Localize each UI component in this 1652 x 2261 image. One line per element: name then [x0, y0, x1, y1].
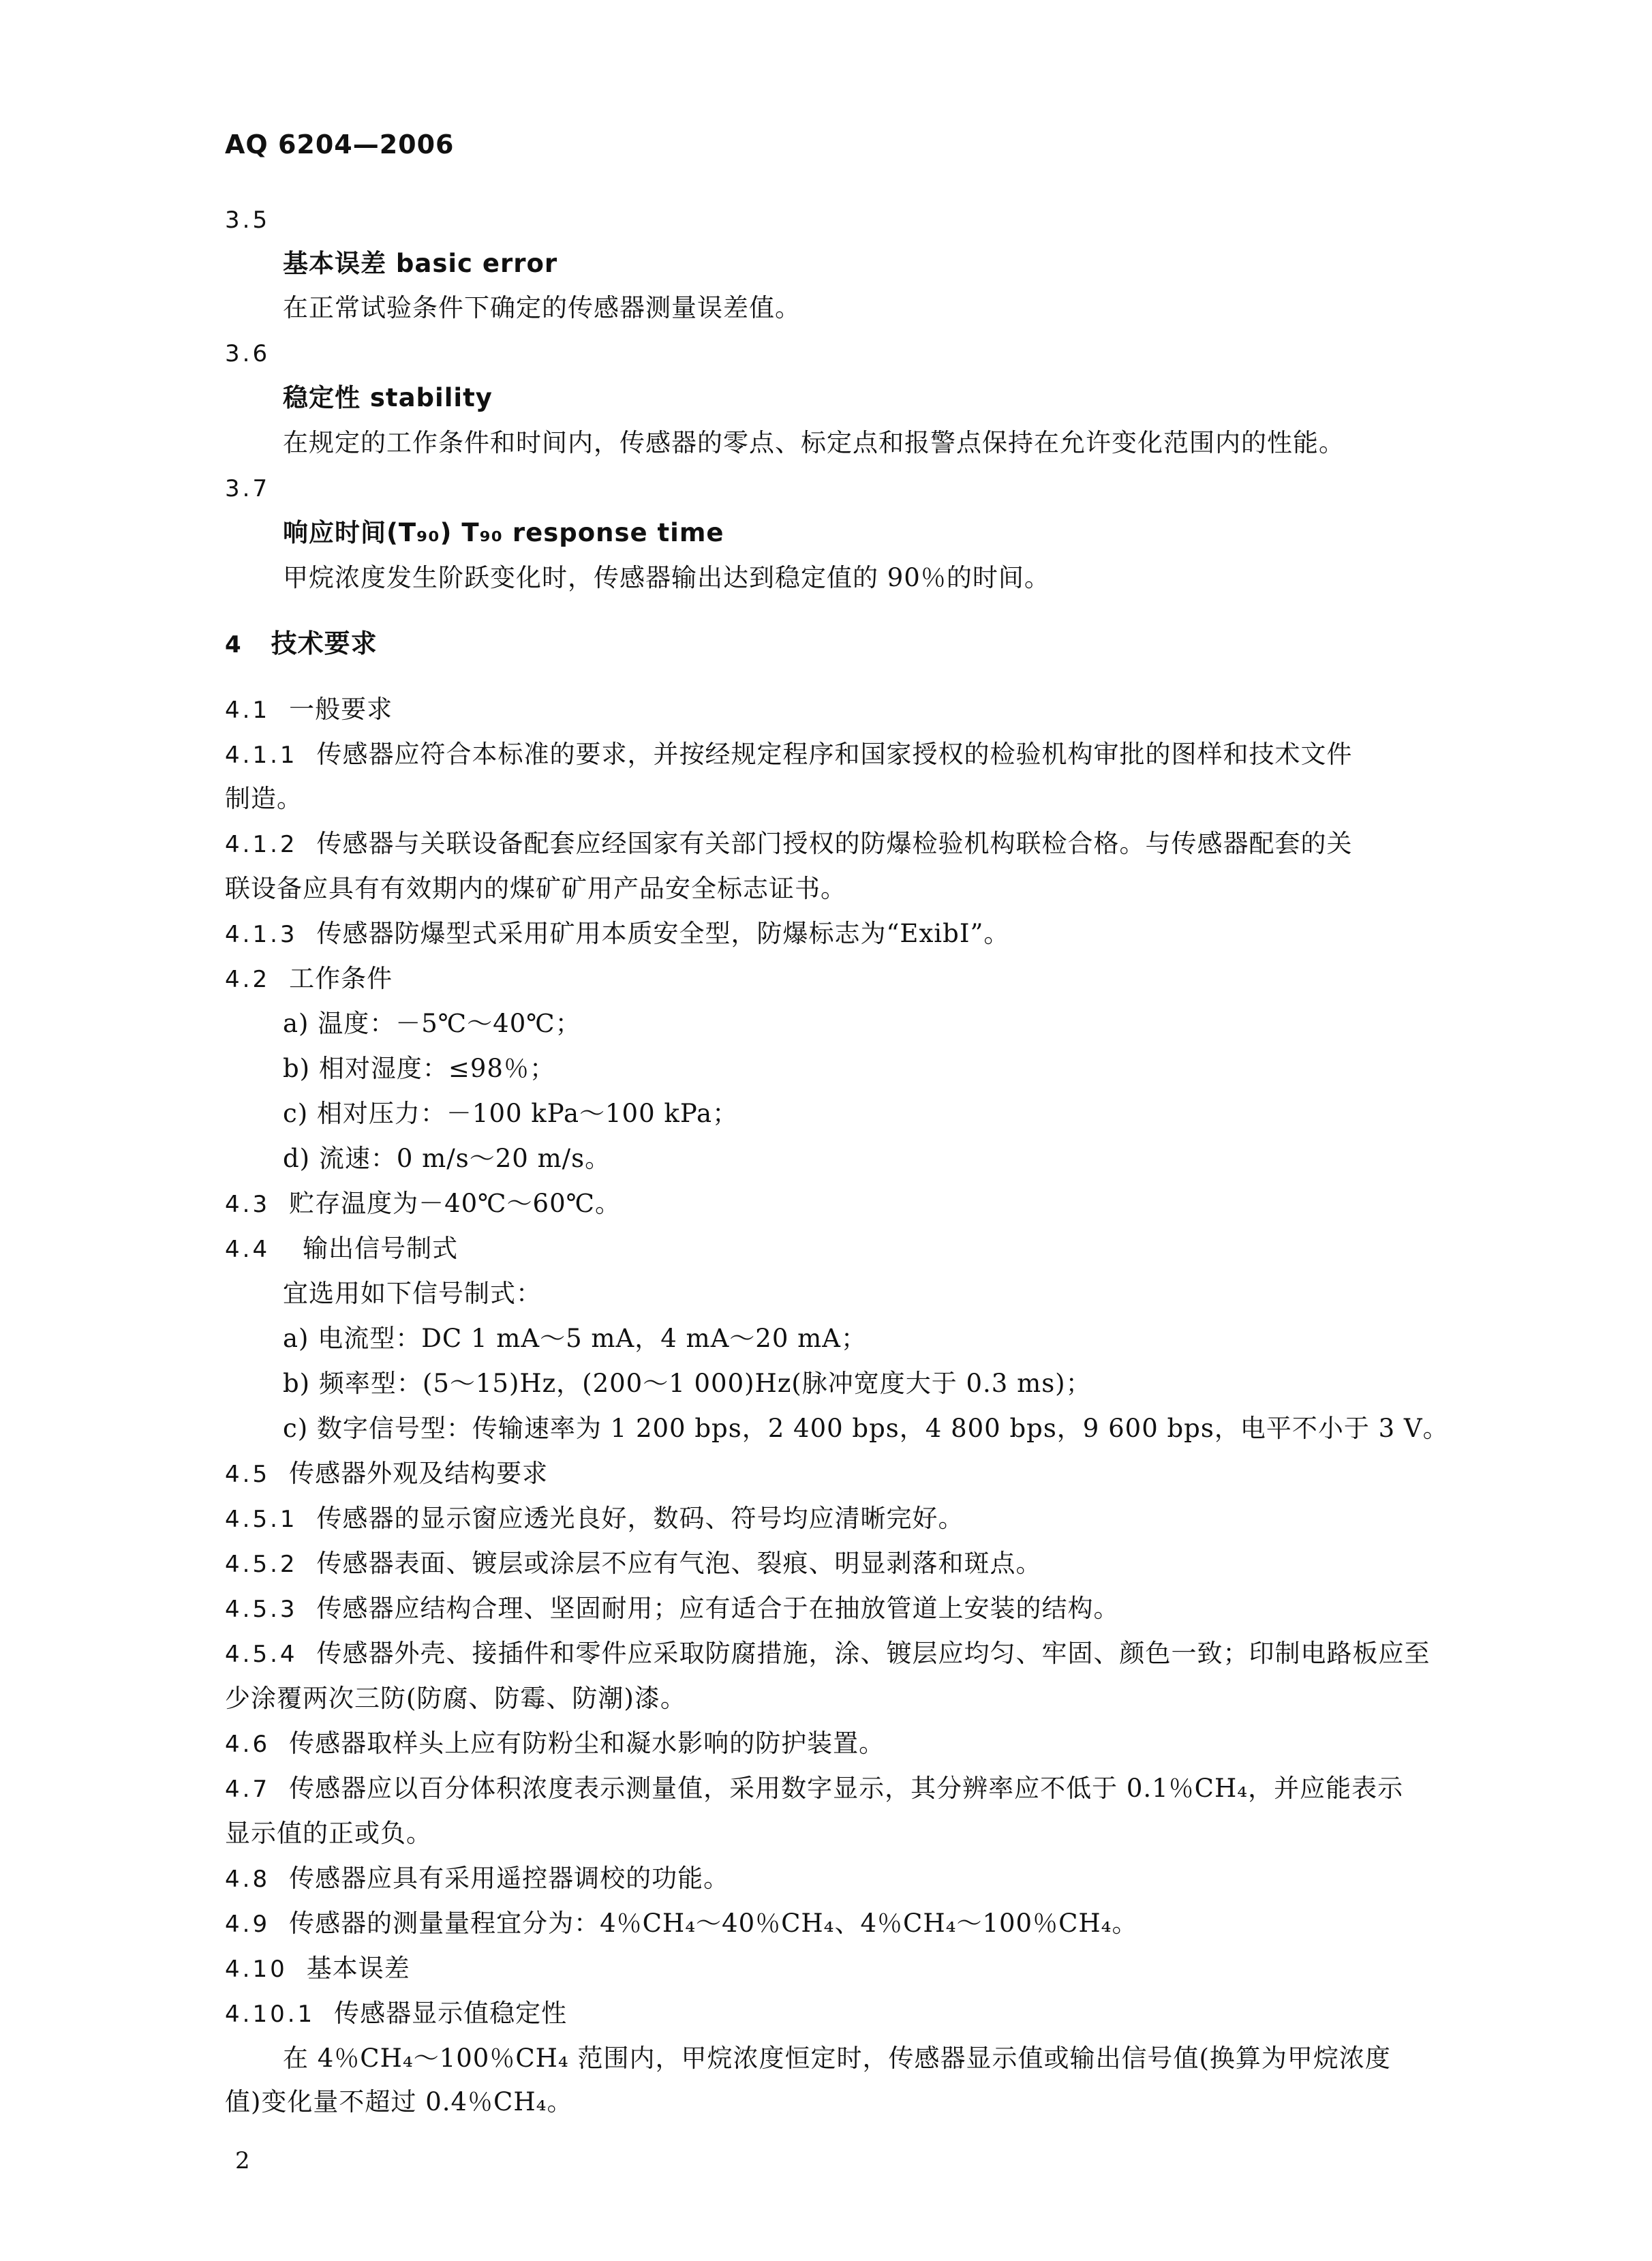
definition-text: 在规定的工作条件和时间内，传感器的零点、标定点和报警点保持在允许变化范围内的性能。 [283, 428, 1345, 457]
clause: 4.8 传感器应具有采用遥控器调校的功能。 [225, 1864, 730, 1893]
clause: 4.7 传感器应以百分体积浓度表示测量值，采用数字显示，其分辨率应不低于 0.1％CH₄，并应能表示 [225, 1774, 1404, 1803]
clause-continuation: 显示值的正或负。 [225, 1819, 432, 1848]
clause: 4.5.2 传感器表面、镀层或涂层不应有气泡、裂痕、明显剥落和斑点。 [225, 1549, 1042, 1578]
clause: 4.3 贮存温度为－40℃～60℃。 [225, 1189, 622, 1218]
clause-continuation: 值)变化量不超过 0.4％CH₄。 [225, 2087, 573, 2116]
clause: 4.9 传感器的测量量程宜分为：4％CH₄～40％CH₄、4％CH₄～100％CH₄。 [225, 1909, 1138, 1938]
list-item: a) 电流型：DC 1 mA～5 mA，4 mA～20 mA； [283, 1324, 867, 1353]
clause: 4.6 传感器取样头上应有防粉尘和凝水影响的防护装置。 [225, 1729, 885, 1758]
clause-continuation: 联设备应具有有效期内的煤矿矿用产品安全标志证书。 [225, 874, 846, 903]
term-stability: 稳定性 stability [283, 383, 493, 412]
clause-number: 3.5 [225, 207, 271, 234]
list-item: d) 流速：0 m/s～20 m/s。 [283, 1144, 611, 1173]
clause: 4.2 工作条件 [225, 964, 393, 993]
paragraph: 宜选用如下信号制式： [283, 1279, 542, 1308]
clause: 4.1.1 传感器应符合本标准的要求，并按经规定程序和国家授权的检验机构审批的图样和技术文件 [225, 740, 1353, 769]
page-number: 2 [235, 2147, 250, 2174]
definition-text: 在正常试验条件下确定的传感器测量误差值。 [283, 293, 801, 322]
clause: 4.4 输出信号制式 [225, 1234, 459, 1263]
clause-number: 3.6 [225, 340, 271, 367]
clause: 4.1 一般要求 [225, 695, 393, 724]
clause-number: 3.7 [225, 475, 271, 502]
paragraph: 在 4％CH₄～100％CH₄ 范围内，甲烷浓度恒定时，传感器显示值或输出信号值(换算为甲烷浓度 [283, 2044, 1391, 2073]
list-item: c) 数字信号型：传输速率为 1 200 bps，2 400 bps，4 800 bps，9 600 bps，电平不小于 3 V。 [283, 1414, 1449, 1443]
clause: 4.1.3 传感器防爆型式采用矿用本质安全型，防爆标志为“ExibI”。 [225, 919, 1010, 948]
page-header: AQ 6204—2006 [225, 130, 455, 160]
list-item: c) 相对压力：－100 kPa～100 kPa； [283, 1099, 739, 1128]
clause: 4.5.1 传感器的显示窗应透光良好，数码、符号均应清晰完好。 [225, 1504, 964, 1533]
clause-continuation: 少涂覆两次三防(防腐、防霉、防潮)漆。 [225, 1684, 686, 1713]
term-basic-error: 基本误差 basic error [283, 249, 558, 278]
clause: 4.5.4 传感器外壳、接插件和零件应采取防腐措施，涂、镀层应均匀、牢固、颜色一致；印制电路板应至 [225, 1639, 1431, 1668]
clause: 4.5 传感器外观及结构要求 [225, 1459, 549, 1488]
section-heading: 4 技术要求 [225, 628, 378, 658]
definition-text: 甲烷浓度发生阶跃变化时，传感器输出达到稳定值的 90％的时间。 [283, 563, 1050, 592]
term-response-time: 响应时间(T₉₀) T₉₀ response time [283, 518, 724, 547]
clause: 4.1.2 传感器与关联设备配套应经国家有关部门授权的防爆检验机构联检合格。与传感器配套的关 [225, 829, 1353, 858]
clause: 4.10.1 传感器显示值稳定性 [225, 1999, 568, 2028]
list-item: b) 频率型：(5～15)Hz，(200～1 000)Hz(脉冲宽度大于 0.3 ms)； [283, 1369, 1092, 1398]
clause: 4.10 基本误差 [225, 1954, 410, 1983]
list-item: b) 相对湿度：≤98％； [283, 1054, 555, 1083]
list-item: a) 温度：－5℃～40℃； [283, 1009, 581, 1038]
clause: 4.5.3 传感器应结构合理、坚固耐用；应有适合于在抽放管道上安装的结构。 [225, 1594, 1120, 1623]
clause-continuation: 制造。 [225, 784, 303, 813]
